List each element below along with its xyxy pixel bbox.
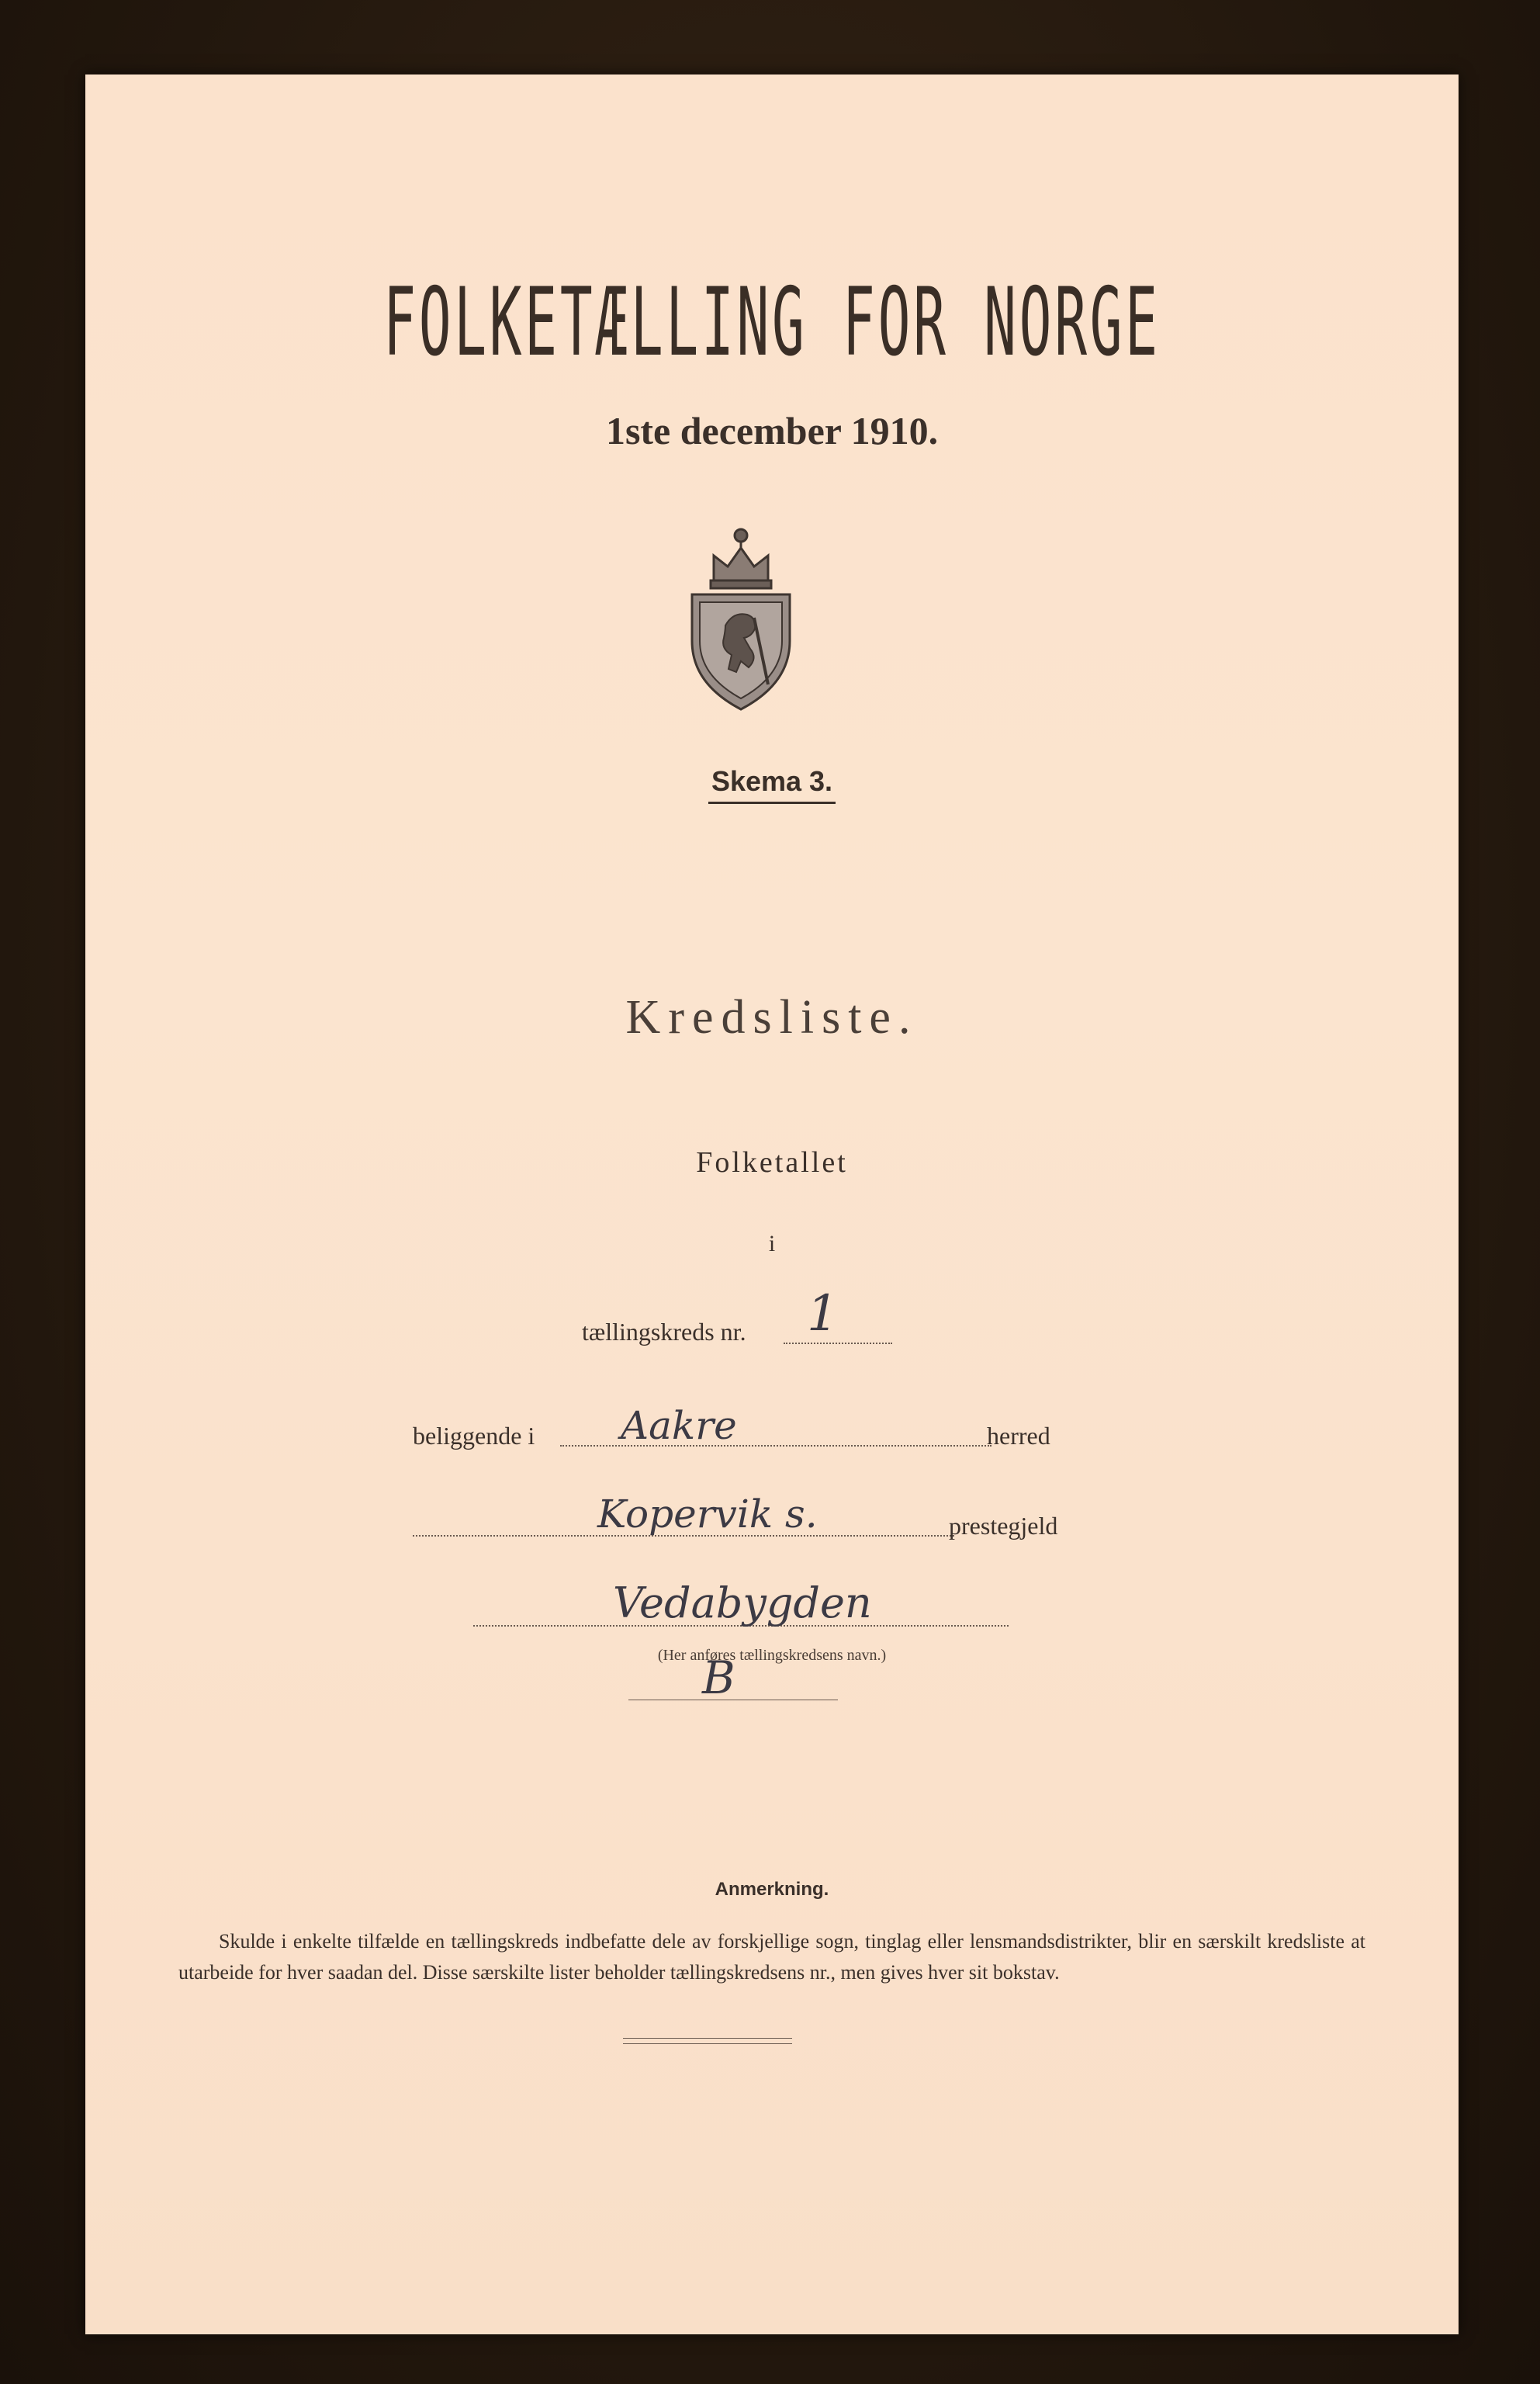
prestegjeld-value: Kopervik s. [597, 1492, 818, 1537]
form-title: FOLKETÆLLING FOR NORGE [383, 269, 1161, 378]
district-number-value: 1 [807, 1285, 839, 1343]
district-name-hint: (Her anføres tællingskredsens navn.) [657, 1647, 887, 1664]
herred-value: Aakre [621, 1403, 737, 1448]
closing-rule-bottom [623, 2043, 792, 2044]
remark-title: Anmerkning. [715, 1879, 829, 1900]
schema-number [85, 765, 1459, 798]
population-label: Folketallet [696, 1146, 848, 1179]
herred-label: herred [987, 1422, 1050, 1450]
located-label: beliggende i [413, 1422, 535, 1450]
district-name-value: Vedabygden [613, 1578, 872, 1627]
norwegian-coat-of-arms-icon [683, 509, 799, 711]
district-number-line [784, 1343, 892, 1344]
district-number-label: tællingskreds nr. [582, 1318, 746, 1346]
schema-label: Skema 3. [708, 765, 836, 804]
list-title: Kredsliste. [625, 991, 919, 1044]
letter-value: B [702, 1651, 735, 1704]
in-label: i [768, 1231, 776, 1256]
prestegjeld-label: prestegjeld [949, 1512, 1058, 1540]
closing-rule-top [623, 2038, 792, 2039]
census-date: 1ste december 1910. [605, 409, 939, 452]
remark-text: Skulde i enkelte tilfælde en tællingskreds indbefatte dele av forskjellige sogn, tinglag eller lensmandsdistrikter, blir en særskilt kredsliste at utarbeide for hver saadan del. Disse særskilte lister beholder tællingskredsens nr., men gives hver sit bokstav. [178, 1930, 1365, 1984]
census-form-page [85, 74, 1459, 2334]
